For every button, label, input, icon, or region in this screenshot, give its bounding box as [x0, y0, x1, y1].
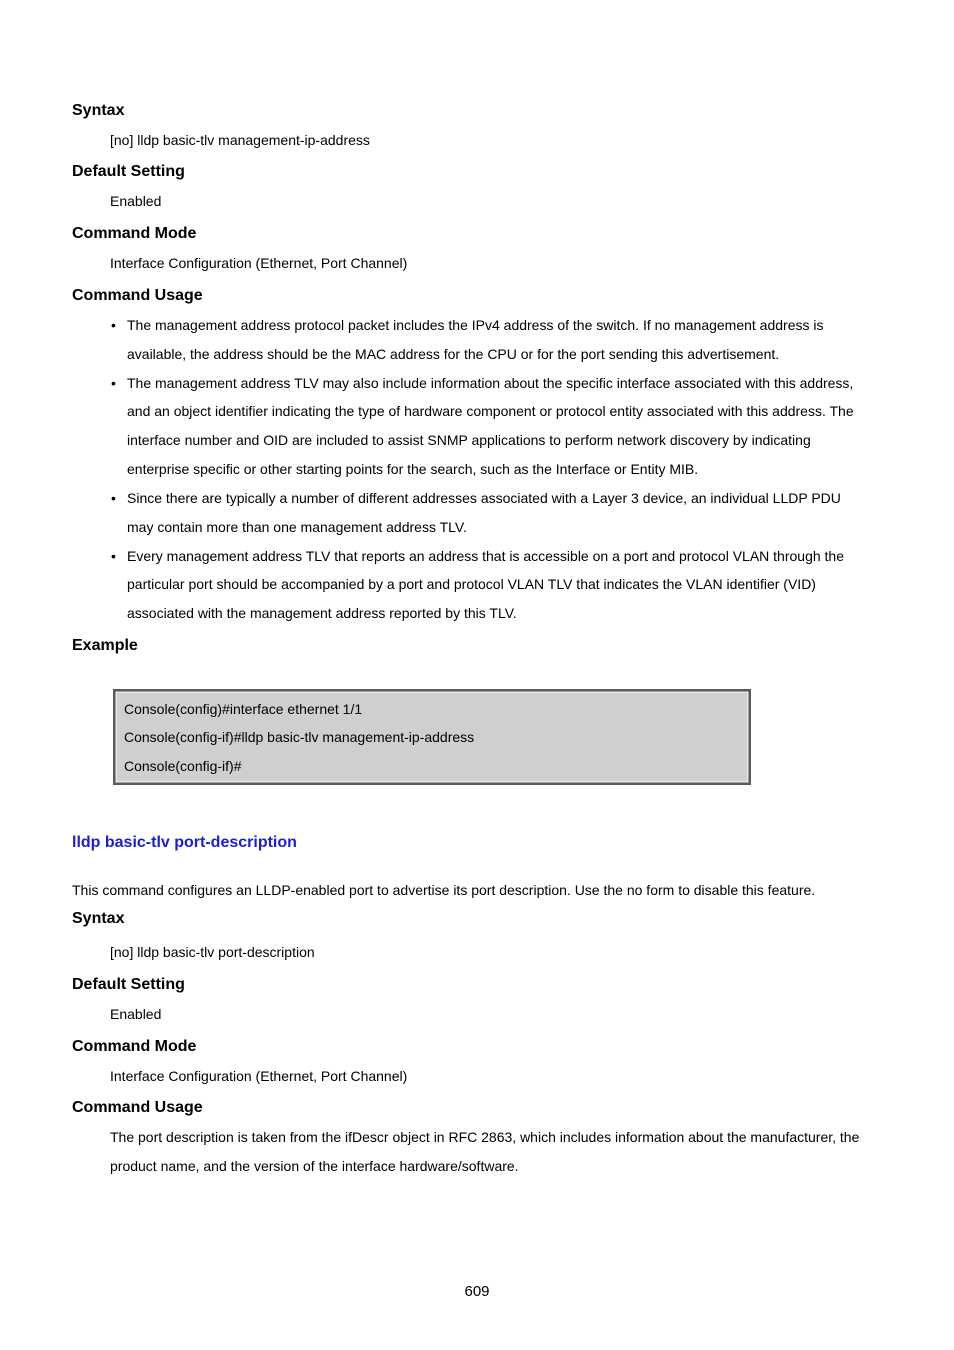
code-line: Console(config-if)#lldp basic-tlv management-ip-address [124, 729, 475, 745]
bullet-icon: • [111, 490, 116, 506]
section-title: lldp basic-tlv port-description [72, 834, 297, 851]
default-setting-heading: Default Setting [72, 976, 185, 993]
default-setting-text: Enabled [110, 1006, 162, 1022]
command-mode-text: Interface Configuration (Ethernet, Port Channel) [110, 255, 408, 271]
syntax-heading: Syntax [72, 910, 125, 927]
command-mode-heading: Command Mode [72, 1038, 197, 1055]
bullet-icon: • [111, 548, 116, 564]
list-item-line: associated with the management address reported by this TLV. [127, 605, 517, 621]
command-usage-text: The port description is taken from the ifDescr object in RFC 2863, which includes information about the manufacturer, the [110, 1129, 860, 1145]
code-line: Console(config)#interface ethernet 1/1 [124, 701, 363, 717]
list-item-line: The management address TLV may also include information about the specific interface associated with this address, [127, 375, 854, 391]
default-setting-heading: Default Setting [72, 163, 185, 180]
list-item-line: and an object identifier indicating the type of hardware component or protocol entity associated with this address. The [127, 403, 854, 419]
code-line: Console(config-if)# [124, 758, 242, 774]
list-item-line: Since there are typically a number of different addresses associated with a Layer 3 device, an individual LLDP PDU [127, 490, 841, 506]
command-mode-text: Interface Configuration (Ethernet, Port Channel) [110, 1068, 408, 1084]
list-item-line: Every management address TLV that reports an address that is accessible on a port and protocol VLAN through the [127, 548, 845, 564]
list-item-line: The management address protocol packet includes the IPv4 address of the switch. If no management address is [127, 317, 824, 333]
bullet-icon: • [111, 317, 116, 333]
list-item-line: enterprise specific or other starting points for the search, such as the Interface or Entity MIB. [127, 461, 699, 477]
command-mode-heading: Command Mode [72, 225, 197, 242]
syntax-text: [no] lldp basic-tlv port-description [110, 944, 315, 960]
command-usage-heading: Command Usage [72, 1099, 203, 1116]
example-heading: Example [72, 637, 138, 654]
list-item-line: may contain more than one management address TLV. [127, 519, 467, 535]
list-item-line: available, the address should be the MAC address for the CPU or for the port sending this advertisement. [127, 346, 780, 362]
syntax-heading: Syntax [72, 102, 125, 119]
list-item-line: interface number and OID are included to assist SNMP applications to perform network discovery by indicating [127, 432, 811, 448]
default-setting-text: Enabled [110, 193, 162, 209]
page-number: 609 [464, 1283, 490, 1300]
syntax-text: [no] lldp basic-tlv management-ip-address [110, 132, 370, 148]
command-usage-heading: Command Usage [72, 287, 203, 304]
section-description: This command configures an LLDP-enabled port to advertise its port description. Use the no form to disable this feature. [72, 882, 816, 898]
list-item-line: particular port should be accompanied by a port and protocol VLAN TLV that indicates the VLAN identifier (VID) [127, 576, 816, 592]
bullet-icon: • [111, 375, 116, 391]
command-usage-text: product name, and the version of the interface hardware/software. [110, 1158, 519, 1174]
